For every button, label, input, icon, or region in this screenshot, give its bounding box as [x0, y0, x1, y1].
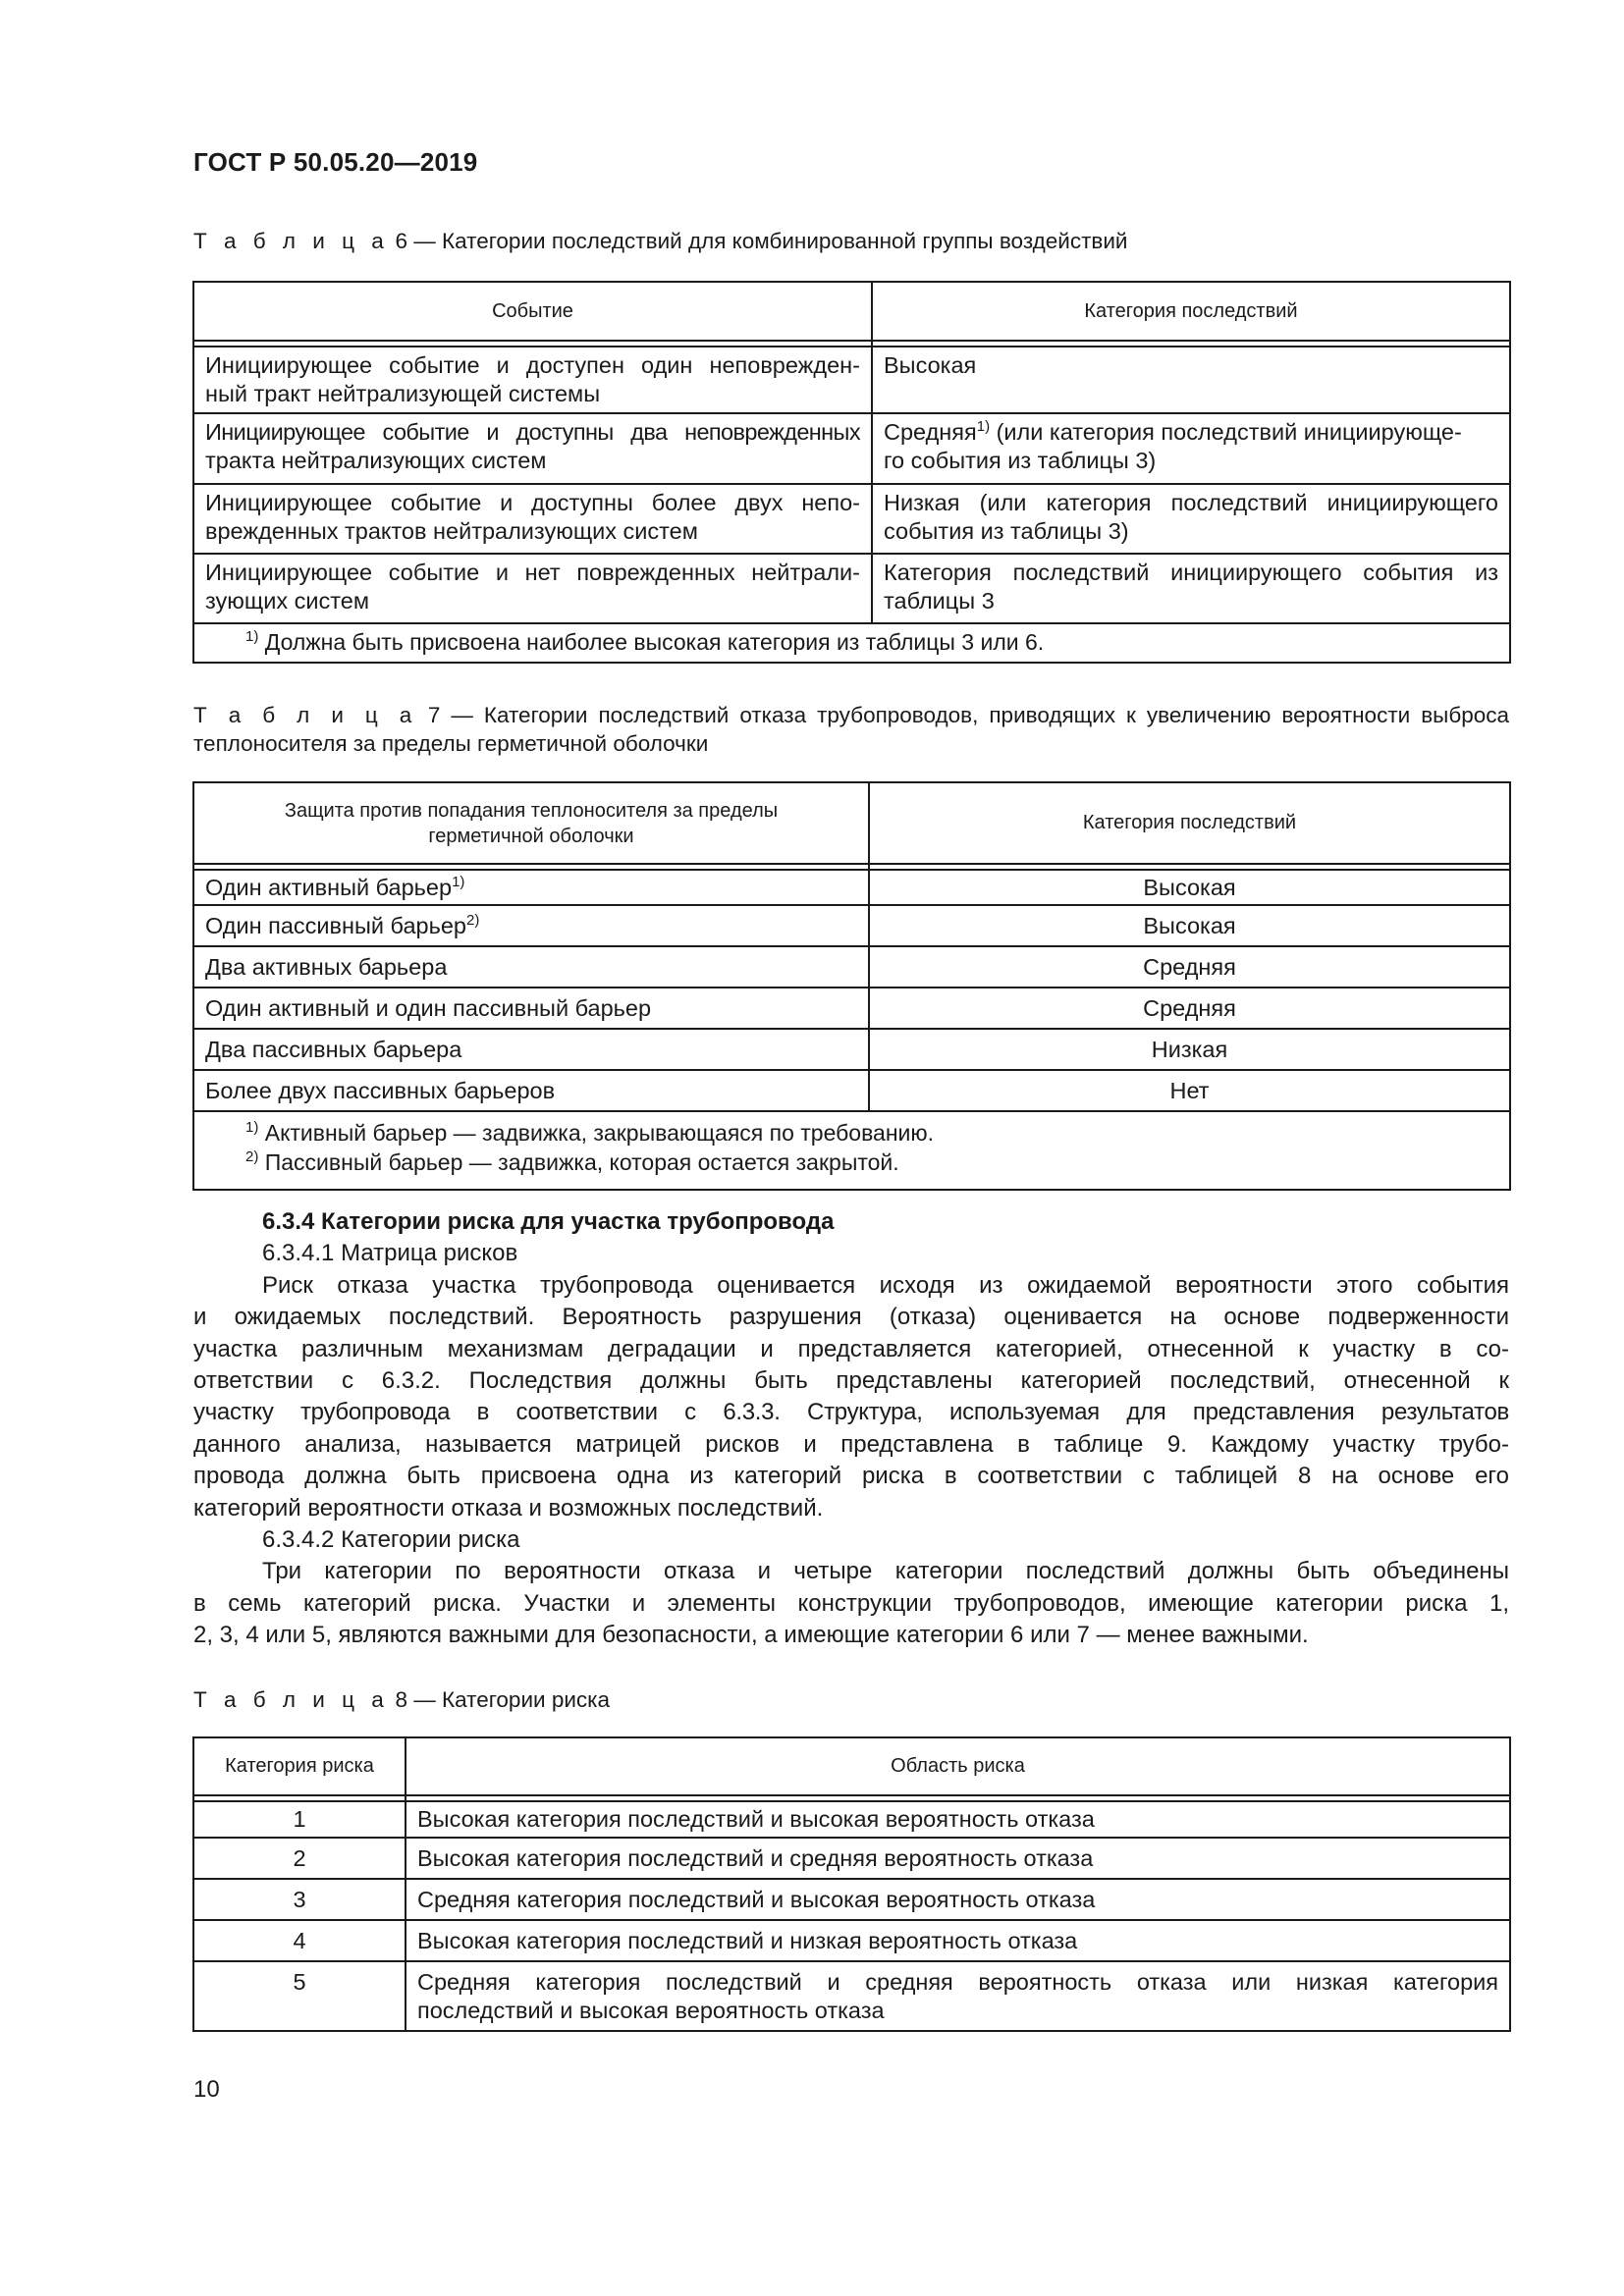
table8 [192, 1736, 1511, 2032]
table8-risk-area-line: Средняя категория последствий и средняя вероятность отказа или низкая категория [417, 1969, 1498, 1995]
table6-footnote-row [193, 623, 1510, 663]
table7-protection: Два активных барьера [193, 946, 869, 988]
paragraph-line: в семь категорий риска. Участки и элементы конструкции трубопроводов, имеющие категории риска 1, [193, 1589, 1509, 1617]
table6-footnote: Должна быть присвоена наиболее высокая категория из таблицы 3 или 6. [258, 629, 1045, 655]
table8-risk-area-line: последствий и высокая вероятность отказа [417, 1998, 885, 2023]
table7-row [193, 946, 1510, 988]
table6-event-line: зующих систем [205, 588, 369, 614]
table6-event-line: ный тракт нейтрализующей системы [205, 381, 601, 406]
table6-row [193, 484, 1510, 554]
table6-event-line: Инициирующее событие и доступен один неповрежден- [205, 352, 860, 378]
paragraph-line: участка различным механизмам деградации и представляется категорией, отнесенной к участку в со- [193, 1335, 1509, 1362]
table8-row [193, 1801, 1510, 1838]
section-6-3-4 [193, 1206, 1509, 1652]
table7-footnotes-row [193, 1111, 1510, 1190]
table7-protection: Более двух пассивных барьеров [193, 1070, 869, 1111]
table6-event-line: Инициирующее событие и доступны более двух непо- [205, 490, 860, 515]
paragraph-line: Риск отказа участка трубопровода оценивается исходя из ожидаемой вероятности этого события [262, 1271, 1509, 1299]
paragraph-line: Три категории по вероятности отказа и четыре категории последствий должны быть объединены [262, 1558, 1509, 1585]
table6-event-line: Инициирующее событие и доступны два неповрежденных [205, 419, 860, 445]
table6-category-line: события из таблицы 3) [884, 518, 1129, 544]
table7-protection: Один активный и один пассивный барьер [193, 988, 869, 1029]
table8-risk-area: Высокая категория последствий и средняя вероятность отказа [406, 1838, 1510, 1879]
table7-protection: Два пассивных барьера [193, 1029, 869, 1070]
table8-risk-area: Высокая категория последствий и низкая вероятность отказа [406, 1920, 1510, 1961]
table7-row [193, 988, 1510, 1029]
table8-caption-title: 8 — Категории риска [389, 1687, 611, 1712]
table7-header-protection [193, 782, 869, 864]
table7-footnote: Активный барьер — задвижка, закрывающаяся по требованию. [258, 1120, 935, 1146]
table7 [192, 781, 1511, 1191]
table8-caption-prefix: Т а б л и ц а [193, 1687, 390, 1712]
table7-category: Высокая [869, 870, 1510, 905]
table6-category-cont: (или категория последствий инициирующе- [990, 419, 1462, 445]
table6-category: Средняя [884, 419, 977, 445]
footnote-ref: 1) [976, 418, 991, 435]
table7-category: Средняя [869, 988, 1510, 1029]
table7-caption-title: 7 — Категории последствий отказа трубопроводов, приводящих к увеличению вероятности выброса [416, 703, 1510, 727]
table7-header-line: Защита против попадания теплоносителя за пределы [284, 799, 779, 822]
table7-row [193, 1029, 1510, 1070]
table6-category: Высокая [884, 352, 977, 378]
table8-risk-category: 1 [193, 1801, 406, 1838]
table7-caption [193, 701, 1509, 758]
table8-risk-area: Высокая категория последствий и высокая вероятность отказа [406, 1801, 1510, 1838]
table7-header-line: герметичной оболочки [428, 825, 634, 847]
table8-risk-category: 5 [193, 1961, 406, 2031]
table6-category: Категория последствий инициирующего события из [884, 560, 1498, 585]
table6-row [193, 347, 1510, 413]
paragraph-line: ответствии с 6.3.2. Последствия должны быть представлены категорией последствий, отнесенной к [193, 1367, 1509, 1395]
table7-category: Низкая [869, 1029, 1510, 1070]
table7-footnote: Пассивный барьер — задвижка, которая остается закрытой. [258, 1149, 899, 1175]
table8-caption [193, 1685, 610, 1714]
table7-row [193, 870, 1510, 905]
footnote-mark: 2) [245, 1148, 259, 1165]
table6-header-event: Событие [193, 282, 872, 341]
table8-row [193, 1961, 1510, 2031]
table6-caption-title: 6 — Категории последствий для комбинированной группы воздействий [389, 229, 1128, 253]
subsection-heading: 6.3.4.2 Категории риска [262, 1526, 520, 1554]
table6-caption [193, 227, 1128, 255]
table7-protection: Один пассивный барьер [205, 913, 466, 938]
table6-event-line: Инициирующее событие и нет поврежденных нейтрали- [205, 560, 860, 585]
table7-category: Средняя [869, 946, 1510, 988]
table8-header-risk-area: Область риска [406, 1737, 1510, 1795]
table6-event-line: тракта нейтрализующих систем [205, 448, 547, 473]
table7-category: Нет [869, 1070, 1510, 1111]
footnote-mark: 1) [245, 1119, 259, 1136]
table7-row [193, 905, 1510, 946]
paragraph-line: 2, 3, 4 или 5, являются важными для безопасности, а имеющие категории 6 или 7 — менее важными. [193, 1622, 1309, 1649]
table6-event-line: врежденных трактов нейтрализующих систем [205, 518, 698, 544]
table8-risk-category: 4 [193, 1920, 406, 1961]
table6-category: Низкая (или категория последствий инициирующего [884, 490, 1498, 515]
table7-caption-prefix: Т а б л и ц а [193, 703, 417, 727]
table8-risk-area: Средняя категория последствий и высокая вероятность отказа [406, 1879, 1510, 1920]
table6 [192, 281, 1511, 664]
paragraph-line: данного анализа, называется матрицей рисков и представлена в таблице 9. Каждому участку трубо- [193, 1430, 1509, 1458]
table7-row [193, 1070, 1510, 1111]
paragraph-line: и ожидаемых последствий. Вероятность разрушения (отказа) оценивается на основе подверженности [193, 1304, 1509, 1331]
paragraph-line: провода должна быть присвоена одна из категорий риска в соответствии с таблицей 8 на основе его [193, 1463, 1509, 1490]
table6-row [193, 554, 1510, 623]
section-heading: 6.3.4 Категории риска для участка трубопровода [262, 1208, 835, 1235]
paragraph-line: участку трубопровода в соответствии с 6.3.3. Структура, используемая для представления результатов [193, 1399, 1509, 1426]
table7-header-category: Категория последствий [869, 782, 1510, 864]
document-code: ГОСТ Р 50.05.20—2019 [193, 147, 478, 177]
table6-header-category: Категория последствий [872, 282, 1510, 341]
table8-row [193, 1920, 1510, 1961]
table7-caption-title-cont: теплоносителя за пределы герметичной оболочки [193, 731, 709, 756]
footnote-mark: 1) [245, 628, 259, 645]
table6-caption-prefix: Т а б л и ц а [193, 229, 390, 253]
paragraph-line: категорий вероятности отказа и возможных последствий. [193, 1494, 824, 1522]
page-number: 10 [193, 2076, 220, 2103]
table7-protection: Один активный барьер [205, 875, 453, 900]
table6-category-line: таблицы 3 [884, 588, 995, 614]
table8-row [193, 1879, 1510, 1920]
table8-row [193, 1838, 1510, 1879]
subsection-heading: 6.3.4.1 Матрица рисков [262, 1240, 518, 1267]
table8-header-risk-category: Категория риска [193, 1737, 406, 1795]
footnote-ref: 1) [452, 874, 465, 890]
table6-row [193, 413, 1510, 484]
table7-category: Высокая [869, 905, 1510, 946]
footnote-ref: 2) [465, 912, 480, 929]
table8-risk-category: 3 [193, 1879, 406, 1920]
table6-category-line: го события из таблицы 3) [884, 448, 1157, 473]
table8-risk-category: 2 [193, 1838, 406, 1879]
